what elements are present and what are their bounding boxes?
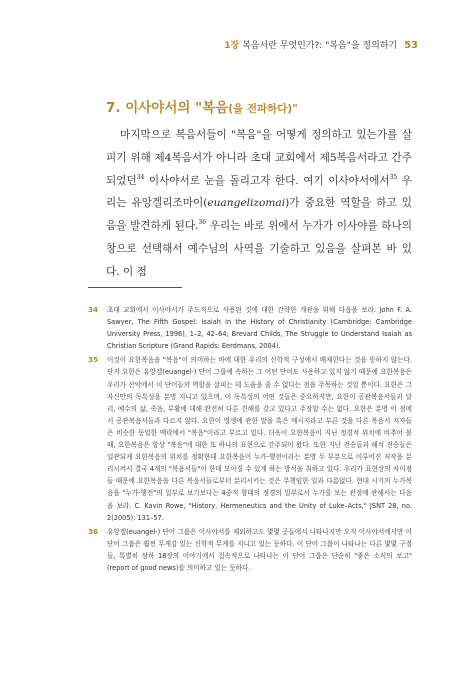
- chapter-title: 복음서란 무엇인가?: "복음"을 정의하기: [242, 41, 398, 51]
- footnote-text: 이것이 요한복음을 "복음"이 의미하는 바에 대한 우리의 신학적 구성에서 배제한다는 것을 뜻하지 않는다. 단지 요한은 유앙겔(euangel-) 단어 그룹에 속하는 그 어떤 단어도 사용하고 있지 않기 때문에 요한복음은 우리가 산악에서 이 단어들의 역할을 살피는 데 도움을 줄 수 없다는 점을 주목하는 것일 뿐이다. 요한은 그 자신만의 독특성을 분명 지니고 있으며, 이 독특성의 어떤 것들은 중요하지만, 요한이 공관복음서들과 달리, 예수의 삶, 죽음, 부활에 대해 완전히 다른 견해를 갖고 있다고 주장할 수는 없다. 요한은 분명 이 점에서 공관복음서들과 다르지 않다. 요한이 영생에 관한 말을 혹은 메시지라고 부른 것을 다른 복음서 저자들은 비슷한 동일한 맥락에서 "복음"이라고 부르고 있다. 더욱이 요한복음이 지닌 정경적 위치에 비추어 볼 때, 요한복음은 항상 "복음"에 대한 또 하나의 표현으로 간주되어 왔다. 또한 지난 전승들과 해석 전승들은 일관되게 요한복음의 위치를 정확한데 요한복음이 누가-행전이라는 분명 두 부분으로 이루어진 저작을 분리시켜서 결국 4개의 "복음서들"이 한데 모아질 수 있게 하는 방식을 취하고 있다. 우리가 표현상의 차이점들 때문에 요한복음을 다른 복음서들로부터 분리시키는 것은 무책임한 일과 다름없다. 현대 시기의 누가복음을 "누가-행전"의 일부로 보기보다는 4중적 형태의 정경의 일부로서 누가를 보는 관점에 관해서는 다음을 보라. C. Kavin Rowe, "History, Hermeneutics and the Unity of Luke–Acts," JSNT 28, no. 2(2005): 131–57.: [107, 356, 412, 522]
- footnote-ref-36[interactable]: 36: [198, 219, 207, 227]
- body-text-4: )가 중요한 역할을 하고 있음을 발견하게 된다.: [106, 197, 412, 233]
- section-title-main: 7. 이사야서의 "복음: [106, 100, 229, 116]
- footnote-text: 초대 교회에서 이사야서가 주도적으로 사용된 것에 대한 간략한 개관을 위해 다음을 보라. John F. A. Sawyer, The Fifth Gospel: Isaiah in the History of Christianity (Cambridge: Cambridge University Press, 1996), 1–2, 42–64; Brevard Childs, The Struggle to Understand Isaiah as Christian Scripture (Grand Rapids: Eerdmans, 2004).: [107, 306, 412, 351]
- footnote-36: [88, 526, 412, 574]
- footnotes: [88, 304, 412, 576]
- section-heading: [106, 96, 298, 116]
- body-text-1: 마지막으로 복음서들이 "복음"을 어떻게 정의하고 있는가를 살피기 위해 제4복음서가 아니라 초대 교회에서 제5복음서라고 간주되었던: [106, 129, 412, 187]
- body-italic-term: euangelizomai: [207, 197, 286, 210]
- section-title-sub: (을 전파하다)": [228, 103, 298, 115]
- footnote-35: [88, 354, 412, 523]
- chapter-label: 1장: [224, 41, 240, 51]
- footnote-34: [88, 304, 412, 352]
- page-number: 53: [404, 40, 418, 51]
- footnote-text: 유앙겔(euangel-) 단어 그룹은 이사야서를 제외하고도 몇몇 곳들에서 나타나지만 오직 이사야서에서만 이 단어 그룹은 훨씬 무게감 있는 신학적 무게를 지니고 있는 듯하다. 이 단어 그룹이 나타나는 다른 몇몇 구절들, 특별히 삼하 18장의 이야기에서 접속적으로 나타나는 이 단어 그룹은 단순히 "좋은 소식의 보고"(report of good news)를 의미하고 있는 듯하다.: [107, 527, 412, 572]
- body-paragraph: [106, 124, 412, 284]
- body-text-2: 이사야서로 눈을 돌리고자 한다. 여기 이사야서에서: [144, 174, 390, 187]
- footnote-divider: [88, 287, 182, 288]
- footnote-number: 34: [88, 305, 99, 314]
- running-header: [224, 38, 418, 51]
- footnote-ref-34[interactable]: 34: [136, 173, 145, 181]
- footnote-number: 35: [88, 355, 99, 365]
- footnote-ref-35[interactable]: 35: [389, 173, 398, 181]
- body-text-3: 우리는 유앙겔리조마이(: [106, 174, 412, 210]
- footnote-number: 36: [88, 526, 99, 536]
- body-text-5: 우리는 바로 위에서 누가가 이사야를 하나의 창으로 선택해서 예수님의 사역을 기술하고 있음을 살펴본 바 있다. 이 점: [106, 220, 412, 278]
